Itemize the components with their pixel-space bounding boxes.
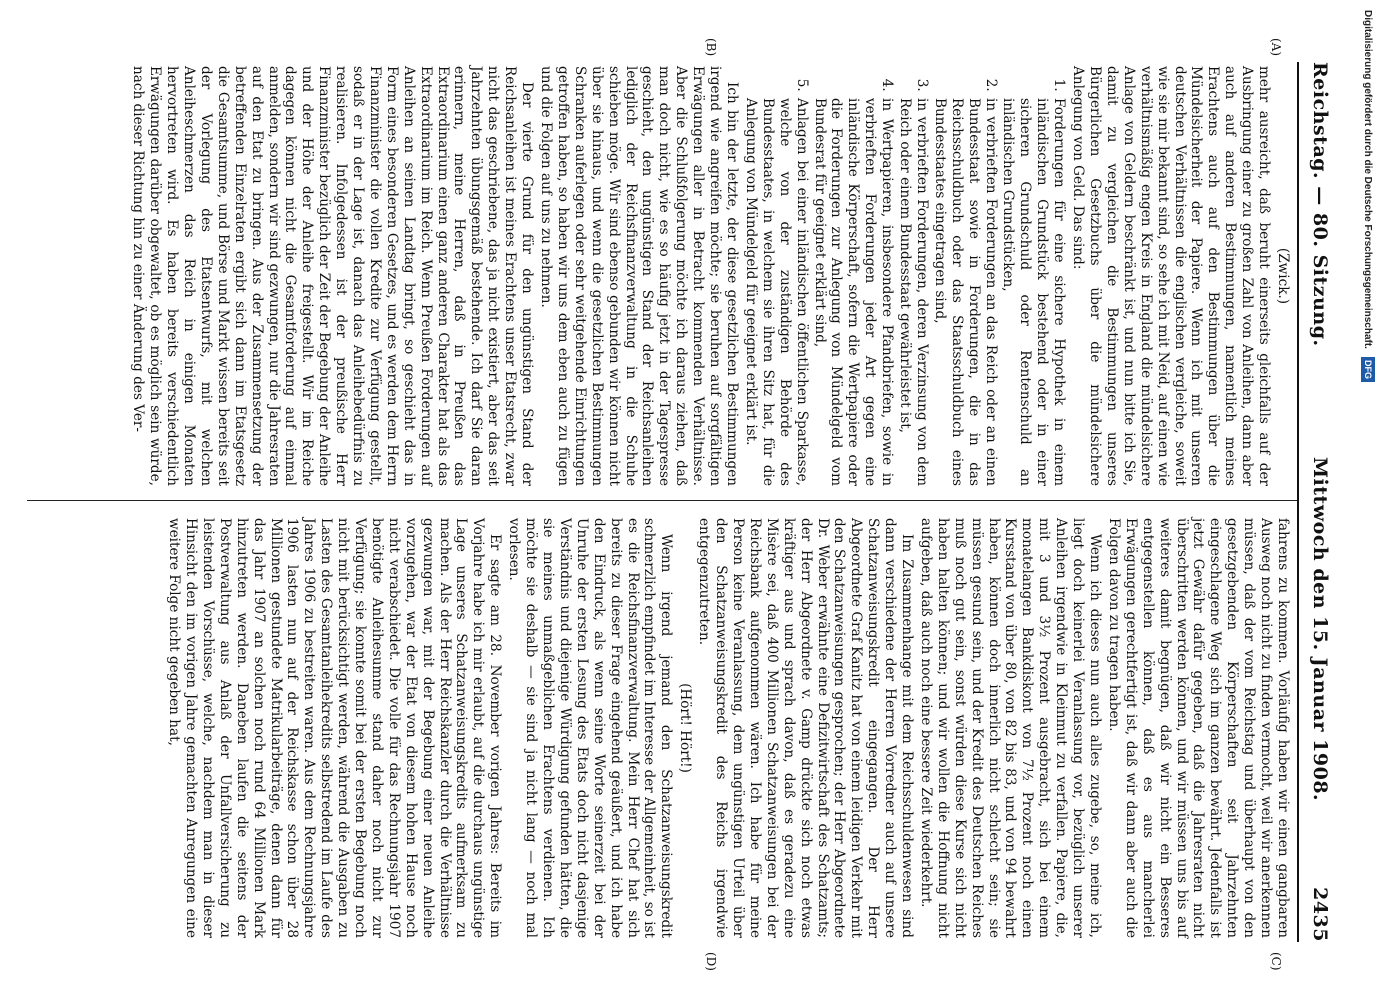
- interjection: (Hört! Hört!): [677, 683, 694, 773]
- margin-mark-c: (C): [1269, 952, 1283, 971]
- margin-mark-d: (D): [704, 952, 718, 971]
- credit-text: Digitalisierung gefördert durch die Deutsche Forschungsgemeinschaft.: [1362, 10, 1373, 349]
- paragraph: Wenn ich dieses nun auch alles zugebe, so, meine ich, liegt doch keinerlei Veranlassung vor, bezüglich unserer Anleihen irgendwie in Kleinmut zu verfallen. Papiere, die, mit 3 und 3½ Prozent ausgebracht, sich bei einem monatelangen Bankdiskont von 7½ Prozent noch einen Kursstand von über 80, von 82 bis 83, und von 94 bewahrt haben, können doch innerlich nicht schlecht sein; sie müssen gesund sein, und der Kredit des Deutschen Reiches muß noch gut sein, sonst würden diese Kurse sich nicht haben halten können; und wir wollen die Hoffnung nicht aufgeben, daß auch noch eine bessere Zeit wiederkehrt.: [917, 518, 1104, 938]
- right-column: [163, 518, 1291, 938]
- paragraph: Wenn irgend jemand den Schatzanweisungskredit schmerzlich empfindet im Interesse der Allgemeinheit, so ist es die Reichsfinanzverwaltung. Mein Herr Chef hat sich bereits zu dieser Frage eingehend geäußert, und ich habe den Eindruck, als wenn seine Worte seinerzeit bei der Unruhe der ersten Lesung des Etats doch nicht dasjenige Verständnis und diejenige Würdigung gefunden hätten, die sie meines unmaßgeblichen Erachtens verdienen. Ich möchte sie deshalb — sie sind ja nicht lang — noch mal vorlesen.: [506, 518, 675, 938]
- list-item: 5. Anlagen bei einer inländischen öffentlichen Sparkasse, welche von der zuständigen Behörde des Bundesstaates, in welchem sie ihren Sitz hat, für die Anlegung von Mündelgeld für geeignet erklärt ist.: [742, 96, 810, 486]
- paragraph: Im Zusammenhange mit dem Reichsschuldenwesen sind dann verschiedene der Herren Vorredner auch auf unsere Schatzanweisungskredit eingegangen. Der Herr Abgeordnete Graf Kanitz hat von einem leidigen Verkehr mit den Schatzanweisungen gesprochen; der Herr Abgeordnete Dr. Weber erwähnte eine Defizitwirtschaft des Schatzamts; der Herr Abgeordnete v. Gamp drückte sich noch etwas kräftiger aus und sprach davon, daß es geradezu eine Misère sei, daß 400 Millionen Schatzanweisungen bei der Reichsbank aufgenommen wären. Ich habe für meine Person keine Veranlassung, dem ungünstigen Urteil über den Schatzanweisungskredit des Reichs irgendwie entgegenzutreten.: [696, 518, 916, 938]
- speaker-name: (Zwick.): [1275, 247, 1291, 305]
- paragraph: Der vierte Grund für den ungünstigen Stand der Reichsanleihen ist meines Erachtens unser Etatsrecht, zwar nicht das geschriebene, das ja nicht existiert, aber das seit Jahrzehnten übungsgemäß bestehende. Ich darf Sie daran erinnern, meine Herren, daß in Preußen das Extraordinarium einen ganz anderen Charakter hat als das Extraordinarium im Reich. Wenn Preußen Forderungen auf Anleihen an seinen Landtag bringt, so geschieht das in Form eines besonderen Gesetzes, und es werden dem Herrn Finanzminister die vollen Kredite zur Verfügung gestellt, sodaß er in der Lage ist, danach das Anleihebedürfnis zu realisieren. Infolgedessen ist der preußische Herr Finanzminister bezüglich der Zeit der Begebung der Anleihe und der Höhe der Anleihe freigestellt. Wir im Reiche dagegen können nicht die Gesamtforderung auf einmal anmelden, sondern wir sind gezwungen, nur die Jahresraten auf den Etat zu bringen. Aus der Zusammensetzung der betreffenden Einzelraten ergibt sich dann im Etatsgesetz die Gesamtsumme, und Börse und Markt wissen bereits seit der Vorlegung des Etatsentwurfs, mit welchen Anleiheschmerzen das Reich in einigen Monaten hervortreten wird. Es haben bereits verschiedentlich Erwägungen darüber obgewaltet, ob es möglich sein würde, nach dieser Richtung hin zu einer Änderung des Ver-: [130, 66, 536, 486]
- digitization-credit: [1363, 10, 1377, 990]
- list-item: 2. in verbrieften Forderungen an das Reich oder an einen Bundesstaat sowie in Forderungen, die in das Reichsschuldbuch oder das Staatsschuldbuch eines Bundesstaates eingetragen sind,: [931, 96, 999, 486]
- page-header: [1303, 62, 1331, 942]
- paragraph: mehr ausreicht, daß beruht einerseits gleichfalls auf der Ausbringung einer zu großen Zahl von Anleihen, dann aber auch auf anderen Bestimmungen, namentlich meines Erachtens auch auf den Bestimmungen über die Mündelsicherheit der Papiere. Wenn ich mit unseren deutschen Verhältnissen die englischen vergleiche, soweit wie sie mir bekannt sind, so sehe ich mit Neid, auf einen wie verhältnismäßig engen Kreis in England die mündelsichere Anlage von Geldern beschränkt ist, und nun bitte ich Sie, damit zu vergleichen die Bestimmungen unseres Bürgerlichen Gesetzbuchs über die mündelsichere Anlegung von Geld. Das sind:: [1070, 66, 1273, 486]
- header-session: Reichstag. — 80. Sitzung.: [1309, 62, 1331, 347]
- paragraph: fahrens zu kommen. Vorläufig haben wir einen gangbaren Ausweg noch nicht zu finden vermocht, weil wir anerkennen müssen, daß der vom Reichstag und überhaupt von den gesetzgebenden Körperschaften seit Jahrzehnten eingeschlagene Weg sich im ganzen bewährt. Jedenfalls ist jetzt Gewähr dafür gegeben, daß die Jahresraten nicht überschritten werden können, und wir müssen uns bis auf weiteres damit begnügen, daß wir nicht ein Besseres entgegenstellen können, daß es aus mancherlei Erwägungen gerechtfertigt ist, daß wir dann aber auch die Folgen davon zu tragen haben.: [1105, 518, 1291, 938]
- header-rule: [1297, 62, 1299, 942]
- page-number: 2435: [1309, 887, 1331, 942]
- header-date: Mittwoch den 15. Januar 1908.: [1309, 457, 1331, 802]
- paragraph: Er sagte am 28. November vorigen Jahres: Bereits im Vorjahre habe ich mir erlaubt, auf die durchaus ungünstige Lage unseres Schatzanweisungskredits aufmerksam zu machen. Als der Herr Reichskanzler durch die Verhältnisse gezwungen war, mit der Begebung einer neuen Anleihe vorzugehen, war der Etat von diesem hohen Hause noch nicht verabschiedet. Die volle für das Rechnungsjahr 1907 benötigte Anleihesumme stand daher noch nicht zur Verfügung; sie konnte somit bei der ersten Begebung noch nicht mit berücksichtigt werden, während die Ausgaben zu Lasten des Gesamtanleihekredits selbstredend im Laufe des Jahres 1906 zu bestreiten waren. Aus dem Rechnungsjahre 1906 lasten nun auf der Reichskasse schon über 28 Millionen gestundete Matrikularbeiträge, denen dann für das Jahr 1907 an solchen noch rund 64 Millionen Mark hinzutreten werden. Daneben laufen die seitens der Postverwaltung aus Anlaß der Unfallversicherung zu leistenden Vorschüsse, welche, nachdem man in dieser Hinsicht den im vorigen Jahre gemachten Anregungen eine weitere Folge nicht gegeben hat,: [166, 518, 504, 938]
- list-item: 1. Forderungen für eine sichere Hypothek in einem inländischen Grundstück bestehend oder in einer sicheren Grundschuld oder Rentenschuld an inländischen Grundstücken,: [1000, 96, 1068, 486]
- mundelsicher-list: [742, 66, 1067, 486]
- margin-mark-b: (B): [704, 38, 718, 57]
- margin-mark-a: (A): [1269, 38, 1283, 57]
- list-item: 4. in Wertpapieren, insbesondere Pfandbriefen, sowie in verbrieften Forderungen jeder Art gegen eine inländische Körperschaft, sofern die Wertpapiere oder die Forderungen zur Anlegung von Mündelgeld vom Bundesrat für geeignet erklärt sind,: [811, 96, 896, 486]
- paragraph: Ich bin der letzte, der diese gesetzlichen Bestimmungen irgend wie angreifen möchte; sie beruhen auf sorgfältigen Erwägungen aller in Betracht kommenden Verhältnisse. Aber die Schlußfolgerung möchte ich daraus ziehen, daß man doch nicht, wie es so häufig jetzt in der Tagespresse geschieht, den ungünstigen Stand der Reichsanleihen lediglich der Reichsfinanzverwaltung in die Schuhe schieben möge. Wir sind ebenso gebunden wir können nicht über sie hinaus, und wenn die gesetzlichen Bestimmungen Schranken auferlegen oder sehr weitgehende Einrichtungen getroffen haben, so haben wir uns dem eben auch zu fügen und die Folgen auf uns zu nehmen.: [538, 66, 740, 486]
- left-column: [127, 66, 1291, 486]
- column-divider: [27, 500, 1297, 501]
- dfg-logo: DFG: [1361, 357, 1375, 382]
- list-item: 3. in verbrieften Forderungen, deren Verzinsung von dem Reich oder einem Bundesstaat gewährleistet ist,: [896, 96, 930, 486]
